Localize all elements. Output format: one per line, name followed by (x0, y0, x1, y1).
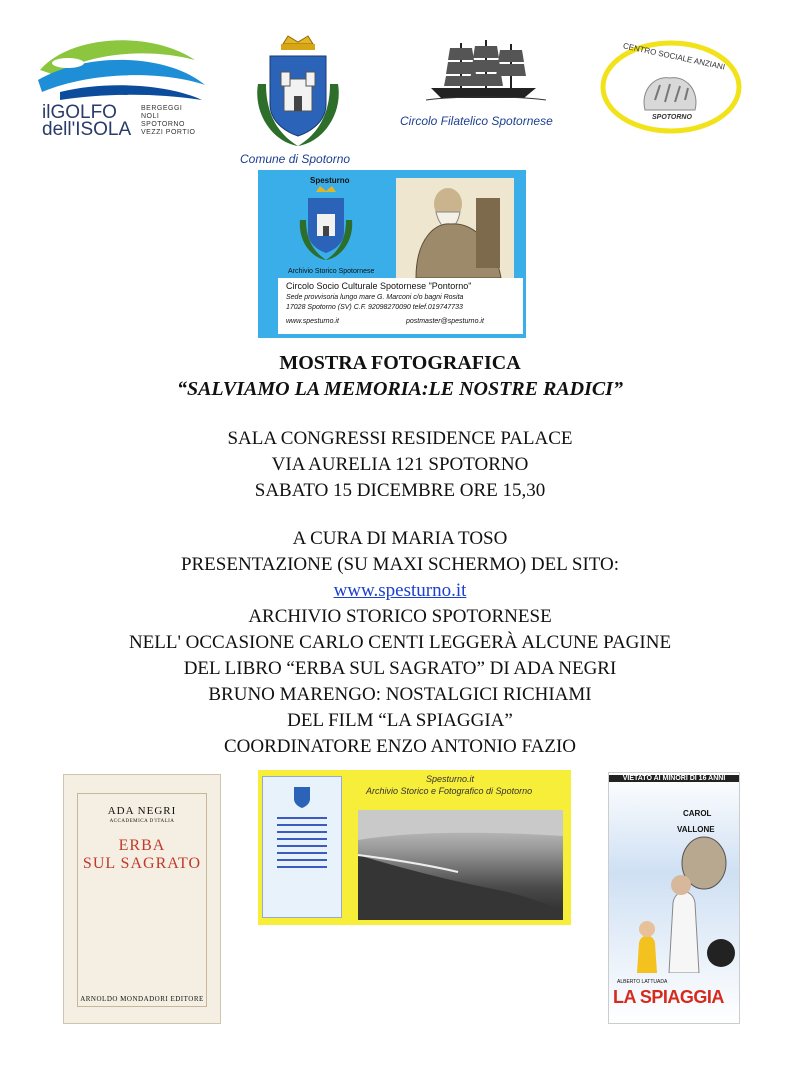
card-info-box (278, 278, 523, 334)
comune-logo (236, 34, 366, 170)
book-title1: ERBA (118, 837, 166, 854)
event-archive: ARCHIVIO STORICO SPOTORNESE (248, 606, 552, 627)
event-title: MOSTRA FOTOGRAFICA (279, 352, 521, 374)
book-academy: ACCADEMICA D'ITALIA (109, 819, 175, 824)
coat-of-arms-icon (248, 34, 348, 150)
card-website: www.spesturno.it (286, 318, 339, 325)
sailing-ship-icon (426, 38, 546, 104)
event-date: SABATO 15 DICEMBRE ORE 15,30 (254, 480, 546, 501)
comune-caption: Comune di Spotorno (240, 152, 351, 166)
card-address2: 17028 Spotorno (SV) C.F. 92098270090 telef.019747733 (286, 304, 463, 311)
archive-title2: Archivio Storico e Fotografico di Spotorno (366, 786, 533, 796)
card-heading: Spesturno (310, 176, 350, 185)
book-frame (77, 793, 207, 1007)
coastline-photo-icon (358, 810, 563, 920)
event-coordinator: COORDINATORE ENZO ANTONIO FAZIO (223, 736, 577, 757)
event-film-intro: BRUNO MARENGO: NOSTALGICI RICHIAMI (208, 684, 592, 705)
card-coat-of-arms-icon (294, 186, 358, 264)
old-man-portrait-icon (396, 178, 514, 278)
event-subtitle: “SALVIAMO LA MEMORIA:LE NOSTRE RADICI” (176, 378, 624, 400)
event-curator: A CURA DI MARIA TOSO (292, 528, 508, 549)
archive-title1: Spesturno.it (426, 774, 475, 784)
poster-banner: VIETATO AI MINORI DI 16 ANNI (609, 775, 739, 782)
card-email: postmaster@spesturno.it (406, 318, 484, 325)
event-presentation: PRESENTAZIONE (SU MAXI SCHERMO) DEL SITO: (180, 554, 620, 575)
spesturno-card (258, 170, 526, 338)
site-link[interactable]: www.spesturno.it (333, 580, 467, 601)
anziani-ring-text: CENTRO SOCIALE ANZIANI (622, 41, 726, 72)
golfo-name: ilGOLFO dell'ISOLA (42, 102, 132, 140)
card-archive-label: Archivio Storico Spotornese (288, 268, 375, 275)
card-address1: Sede provvisoria lungo mare G. Marconi c/o bagni Rosita (286, 294, 464, 301)
poster-actor2: VALLONE (677, 825, 715, 834)
filatelico-caption: Circolo Filatelico Spotornese (400, 114, 553, 128)
poster-actor1: CAROL (683, 809, 712, 818)
book-cover (63, 774, 221, 1024)
event-venue: SALA CONGRESSI RESIDENCE PALACE (227, 428, 573, 449)
archive-side-panel (262, 776, 342, 918)
side-panel-text-block (277, 817, 327, 873)
event-reading: NELL' OCCASIONE CARLO CENTI LEGGERÀ ALCUNE PAGINE (128, 632, 672, 653)
site-link-row (0, 580, 800, 602)
poster-title: LA SPIAGGIA (613, 987, 724, 1007)
book-title2: SUL SAGRATO (82, 855, 202, 872)
anziani-bottom-text: SPOTORNO (652, 114, 692, 121)
card-circle-name: Circolo Socio Culturale Spotornese "Pontorno" (286, 281, 472, 291)
event-address: VIA AURELIA 121 SPOTORNO (271, 454, 529, 475)
poster-figures-icon (609, 833, 739, 973)
archive-photo (358, 810, 563, 920)
book-author: ADA NEGRI (107, 805, 177, 817)
book-publisher: ARNOLDO MONDADORI EDITORE (80, 995, 204, 1003)
archive-card (258, 770, 571, 925)
centro-anziani-logo (600, 40, 742, 135)
golfo-isola-logo (30, 30, 210, 140)
filatelico-logo (398, 38, 573, 133)
wave-logo-icon (30, 30, 210, 105)
small-coat-of-arms-icon (291, 783, 313, 809)
film-poster (608, 772, 740, 1024)
event-book-line: DEL LIBRO “ERBA SUL SAGRATO” DI ADA NEGRI (183, 658, 617, 679)
golfo-towns: BERGEGGI NOLI SPOTORNO VEZZI PORTIO (141, 105, 196, 136)
event-film-line: DEL FILM “LA SPIAGGIA” (287, 710, 513, 731)
poster-director: ALBERTO LATTUADA (617, 979, 668, 985)
